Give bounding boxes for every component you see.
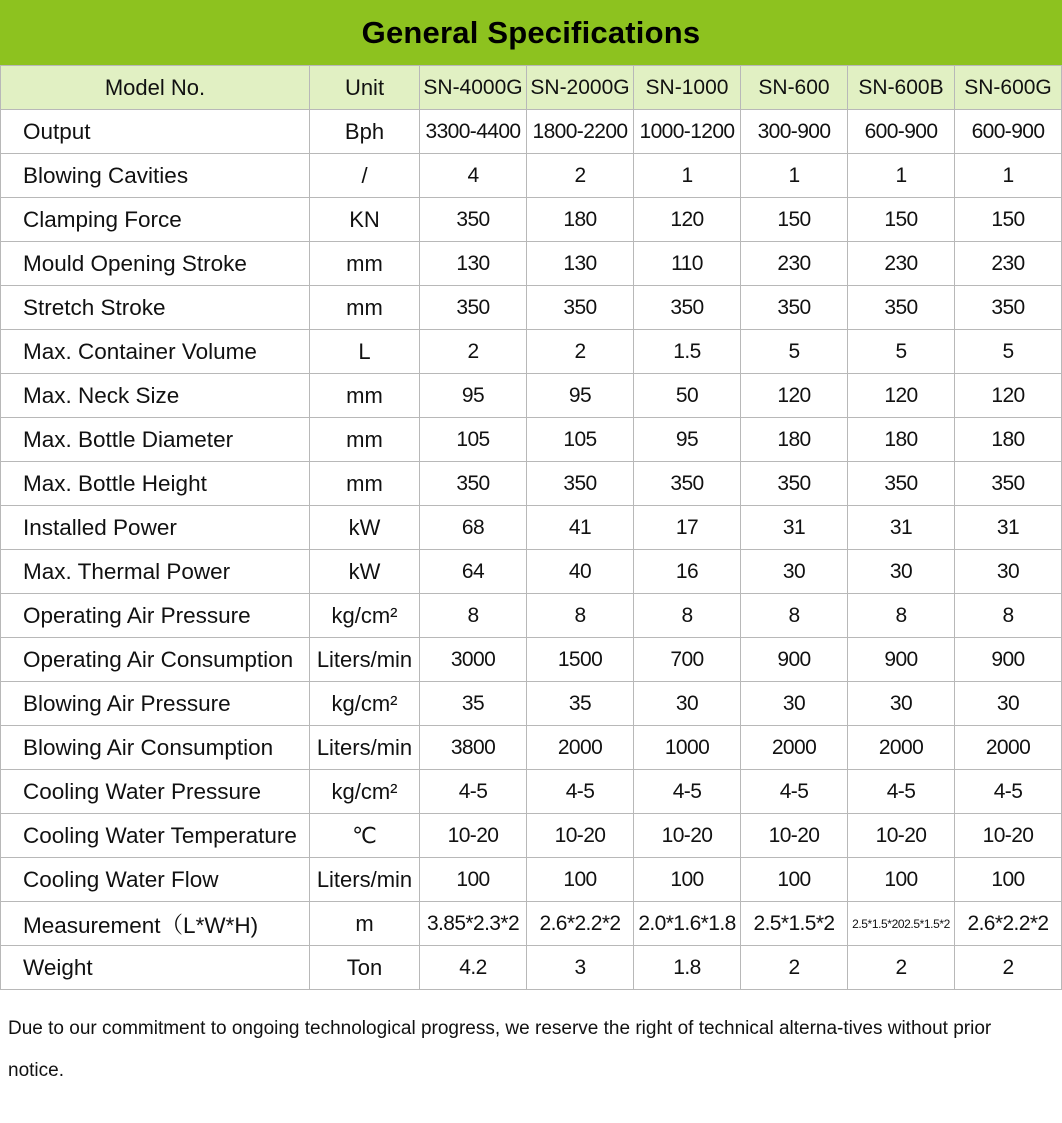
spec-unit: mm [310,418,420,462]
spec-label: Installed Power [1,506,310,550]
spec-unit: ℃ [310,814,420,858]
spec-unit: mm [310,286,420,330]
spec-value: 230 [848,242,955,286]
spec-value: 600-900 [848,110,955,154]
spec-value: 40 [527,550,634,594]
spec-value: 4-5 [848,770,955,814]
spec-value: 2.0*1.6*1.8 [634,902,741,946]
table-row [1,154,1062,198]
spec-value: 35 [420,682,527,726]
spec-value: 30 [848,550,955,594]
spec-unit: kg/cm² [310,594,420,638]
spec-label: Max. Neck Size [1,374,310,418]
spec-value: 8 [527,594,634,638]
spec-value: 2.6*2.2*2 [527,902,634,946]
spec-value: 4-5 [527,770,634,814]
spec-unit: Ton [310,946,420,990]
spec-value: 350 [955,286,1062,330]
spec-value: 350 [420,198,527,242]
table-row [1,682,1062,726]
header-model: SN-600B [848,66,955,110]
spec-label: Cooling Water Flow [1,858,310,902]
spec-value: 110 [634,242,741,286]
table-row [1,550,1062,594]
header-model: SN-600G [955,66,1062,110]
spec-value: 95 [420,374,527,418]
spec-value: 350 [527,462,634,506]
spec-value: 2.5*1.5*2 [741,902,848,946]
table-row [1,770,1062,814]
spec-unit: kg/cm² [310,682,420,726]
spec-value: 31 [848,506,955,550]
spec-value: 8 [634,594,741,638]
spec-value: 68 [420,506,527,550]
spec-value: 120 [634,198,741,242]
spec-label: Stretch Stroke [1,286,310,330]
table-row [1,726,1062,770]
spec-value: 180 [848,418,955,462]
spec-value: 120 [955,374,1062,418]
spec-value: 4-5 [420,770,527,814]
spec-unit: Liters/min [310,858,420,902]
spec-value: 3 [527,946,634,990]
spec-label: Max. Container Volume [1,330,310,374]
spec-value: 95 [634,418,741,462]
spec-label: Cooling Water Pressure [1,770,310,814]
spec-value: 350 [634,286,741,330]
spec-value: 350 [634,462,741,506]
spec-value: 350 [848,462,955,506]
title-bar [0,0,1062,65]
spec-unit: / [310,154,420,198]
table-row [1,814,1062,858]
spec-value: 10-20 [420,814,527,858]
spec-unit: kW [310,550,420,594]
spec-value: 5 [848,330,955,374]
spec-label: Cooling Water Temperature [1,814,310,858]
spec-value: 2000 [848,726,955,770]
spec-value: 4.2 [420,946,527,990]
page-title: General Specifications [361,14,701,50]
spec-value: 30 [634,682,741,726]
spec-value: 2 [527,330,634,374]
spec-value: 2000 [741,726,848,770]
spec-value: 350 [527,286,634,330]
spec-value: 2000 [955,726,1062,770]
spec-value: 180 [527,198,634,242]
table-row [1,946,1062,990]
spec-value: 10-20 [634,814,741,858]
spec-unit: mm [310,242,420,286]
spec-value: 8 [741,594,848,638]
spec-value: 4 [420,154,527,198]
spec-value: 30 [955,682,1062,726]
spec-value: 2 [848,946,955,990]
spec-value: 1 [634,154,741,198]
spec-value: 2.6*2.2*2 [955,902,1062,946]
spec-label: Mould Opening Stroke [1,242,310,286]
spec-label: Max. Bottle Diameter [1,418,310,462]
spec-value: 100 [741,858,848,902]
spec-value: 150 [848,198,955,242]
spec-value: 700 [634,638,741,682]
header-model: SN-1000 [634,66,741,110]
spec-value: 2 [420,330,527,374]
spec-unit: kg/cm² [310,770,420,814]
spec-value: 30 [741,550,848,594]
spec-value: 600-900 [955,110,1062,154]
spec-value: 180 [955,418,1062,462]
spec-unit: m [310,902,420,946]
spec-unit: kW [310,506,420,550]
spec-value: 50 [634,374,741,418]
table-row [1,110,1062,154]
spec-value: 3.85*2.3*2 [420,902,527,946]
spec-value: 1500 [527,638,634,682]
spec-value: 1 [848,154,955,198]
spec-value: 1800-2200 [527,110,634,154]
spec-value: 30 [848,682,955,726]
spec-unit: Liters/min [310,726,420,770]
spec-value: 16 [634,550,741,594]
spec-value: 4-5 [741,770,848,814]
header-model: SN-4000G [420,66,527,110]
spec-value: 150 [741,198,848,242]
spec-label: Max. Thermal Power [1,550,310,594]
spec-value: 2 [527,154,634,198]
spec-unit: Liters/min [310,638,420,682]
spec-label: Operating Air Pressure [1,594,310,638]
spec-value: 2000 [527,726,634,770]
spec-value: 10-20 [741,814,848,858]
table-body [1,110,1062,990]
spec-value: 4-5 [955,770,1062,814]
spec-value: 31 [741,506,848,550]
spec-value: 95 [527,374,634,418]
spec-value: 10-20 [848,814,955,858]
spec-value: 900 [848,638,955,682]
table-row [1,858,1062,902]
spec-value: 100 [955,858,1062,902]
table-header-row [1,66,1062,110]
spec-unit: KN [310,198,420,242]
spec-unit: mm [310,462,420,506]
spec-value: 120 [741,374,848,418]
spec-label: Weight [1,946,310,990]
table-row [1,462,1062,506]
spec-value: 5 [741,330,848,374]
spec-value: 1.5 [634,330,741,374]
table-row [1,638,1062,682]
spec-value: 150 [955,198,1062,242]
spec-value: 105 [420,418,527,462]
spec-value: 5 [955,330,1062,374]
spec-unit: L [310,330,420,374]
header-model: SN-2000G [527,66,634,110]
spec-label: Blowing Cavities [1,154,310,198]
spec-value: 100 [848,858,955,902]
spec-unit: Bph [310,110,420,154]
disclaimer-note: Due to our commitment to ongoing technological progress, we reserve the right of technical alterna-tives without prior notice. [8,1018,992,1081]
spec-value: 35 [527,682,634,726]
spec-label: Max. Bottle Height [1,462,310,506]
spec-value: 1 [741,154,848,198]
spec-value: 230 [955,242,1062,286]
table-row [1,506,1062,550]
spec-value: 350 [420,462,527,506]
spec-value: 300-900 [741,110,848,154]
header-model-no: Model No. [1,66,310,110]
spec-value: 31 [955,506,1062,550]
spec-value: 30 [741,682,848,726]
spec-value: 30 [955,550,1062,594]
spec-value: 8 [955,594,1062,638]
spec-unit: mm [310,374,420,418]
spec-value: 3300-4400 [420,110,527,154]
table-row [1,242,1062,286]
spec-label: Blowing Air Pressure [1,682,310,726]
header-model: SN-600 [741,66,848,110]
spec-value: 120 [848,374,955,418]
table-row [1,198,1062,242]
spec-value: 1.8 [634,946,741,990]
spec-value: 105 [527,418,634,462]
spec-value: 900 [955,638,1062,682]
spec-value: 180 [741,418,848,462]
spec-value: 3800 [420,726,527,770]
spec-value: 230 [741,242,848,286]
spec-value: 130 [420,242,527,286]
spec-value: 350 [955,462,1062,506]
table-row [1,330,1062,374]
spec-label: Output [1,110,310,154]
spec-value: 64 [420,550,527,594]
header-unit: Unit [310,66,420,110]
spec-value: 2 [741,946,848,990]
table-row [1,286,1062,330]
spec-value: 1000 [634,726,741,770]
spec-value: 2.5*1.5*202.5*1.5*2 [848,902,955,946]
table-row [1,374,1062,418]
spec-value: 10-20 [955,814,1062,858]
spec-value: 4-5 [634,770,741,814]
spec-value: 100 [634,858,741,902]
spec-value: 350 [741,462,848,506]
spec-value: 10-20 [527,814,634,858]
spec-value: 350 [420,286,527,330]
spec-value: 1 [955,154,1062,198]
spec-value: 2 [955,946,1062,990]
spec-value: 350 [848,286,955,330]
spec-value: 8 [420,594,527,638]
spec-value: 100 [527,858,634,902]
spec-value: 8 [848,594,955,638]
spec-value: 130 [527,242,634,286]
spec-label: Blowing Air Consumption [1,726,310,770]
specifications-table [0,65,1062,990]
spec-value: 900 [741,638,848,682]
spec-value: 3000 [420,638,527,682]
spec-value: 17 [634,506,741,550]
spec-value: 100 [420,858,527,902]
spec-label: Clamping Force [1,198,310,242]
spec-value: 1000-1200 [634,110,741,154]
table-row [1,418,1062,462]
table-row [1,902,1062,946]
spec-label: Operating Air Consumption [1,638,310,682]
spec-value: 41 [527,506,634,550]
spec-value: 350 [741,286,848,330]
table-row [1,594,1062,638]
spec-label: Measurement（L*W*H) [1,902,310,946]
